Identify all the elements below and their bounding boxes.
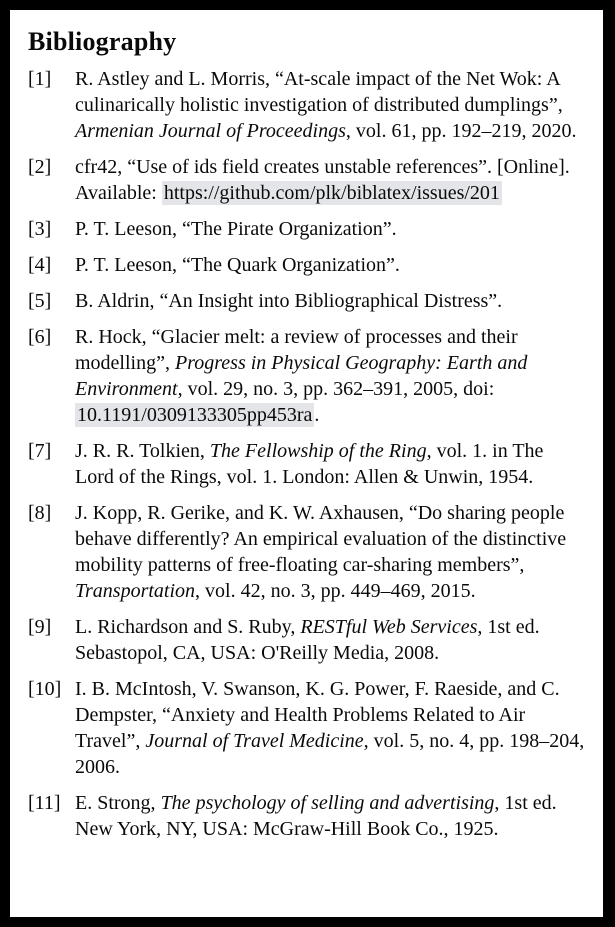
reference-number: [11] [28,792,61,814]
reference-text [75,154,586,206]
reference-work-title: Journal of Travel Medicine [145,730,364,752]
reference-text-segment: P. T. Leeson, “The Quark Organization”. [75,254,400,276]
reference-entry [28,790,587,842]
reference-work-title: Transportation [75,580,196,602]
reference-entry [28,288,587,314]
reference-entry [28,676,587,780]
reference-text-segment: , vol. 29, no. 3, pp. 362–391, 2005, doi: [177,378,495,400]
reference-text [75,216,586,242]
reference-text [75,676,586,780]
reference-work-title: The psychology of selling and advertising [160,792,495,814]
reference-entry [28,154,587,206]
reference-text-segment: E. Strong, [75,792,161,814]
reference-text [75,614,586,666]
reference-text [75,500,586,604]
reference-number: [8] [28,502,52,524]
reference-entry [28,324,587,428]
reference-number: [5] [28,290,52,312]
reference-text-segment: , vol. 1. in The Lord of the Rings, vol. 1. London: Allen & Unwin, 1954. [75,440,544,488]
reference-text-segment: L. Richardson and S. Ruby, [75,616,301,638]
reference-text [75,252,586,278]
reference-text-segment: , vol. 5, no. 4, pp. 198–204, 2006. [75,730,585,778]
bibliography-heading: Bibliography [28,27,177,56]
reference-work-title: Armenian Journal of Proceedings [75,120,346,142]
reference-list [28,66,587,842]
reference-text-segment: J. R. R. Tolkien, [75,440,210,462]
reference-work-title: Progress in Physical Geography: Earth and Environment [75,352,528,400]
page-content [10,10,603,842]
reference-text-segment: I. B. McIntosh, V. Swanson, K. G. Power, F. Raeside, and C. Dempster, “Anxiety and Health Problems Related to Air Travel”, [75,678,560,752]
reference-text [75,438,586,490]
reference-entry [28,500,587,604]
reference-text-segment: , vol. 61, pp. 192–219, 2020. [345,120,577,142]
reference-entry [28,252,587,278]
reference-text-segment: , vol. 42, no. 3, pp. 449–469, 2015. [195,580,476,602]
reference-text-segment: , 1st ed. Sebastopol, CA, USA: O'Reilly Media, 2008. [75,616,540,664]
reference-text-segment: B. Aldrin, “An Insight into Bibliographical Distress”. [75,290,503,312]
reference-text-segment: R. Astley and L. Morris, “At-scale impact of the Net Wok: A culinarically holistic investigation of distributed dumplings”, [75,68,563,116]
reference-number: [6] [28,326,52,348]
reference-work-title: The Fellowship of the Ring [209,440,427,462]
reference-text [75,324,586,428]
reference-number: [4] [28,254,52,276]
reference-number: [10] [28,678,62,700]
reference-number: [2] [28,156,52,178]
reference-text-segment: , 1st ed. New York, NY, USA: McGraw-Hill Book Co., 1925. [75,792,557,840]
reference-text-segment: J. Kopp, R. Gerike, and K. W. Axhausen, “Do sharing people behave differently? An empirical evaluation of the distinctive mobility patterns of free-floating car-sharing members”, [75,502,567,576]
reference-work-title: RESTful Web Services [300,616,478,638]
reference-text-segment: R. Hock, “Glacier melt: a review of processes and their modelling”, [75,326,518,374]
doi-link[interactable]: 10.1191/0309133305pp453ra [77,404,313,426]
reference-text-segment: P. T. Leeson, “The Pirate Organization”. [75,218,397,240]
reference-number: [7] [28,440,52,462]
reference-text [75,790,586,842]
reference-text-segment: cfr42, “Use of ids field creates unstable references”. [Online]. Available: [75,156,570,204]
reference-entry [28,216,587,242]
reference-entry [28,614,587,666]
reference-text [75,288,586,314]
reference-number: [1] [28,68,52,90]
reference-entry [28,438,587,490]
document-page [10,10,603,917]
reference-number: [9] [28,616,52,638]
github-url-link[interactable]: https://github.com/plk/biblatex/issues/201 [163,182,500,204]
reference-entry [28,66,587,144]
reference-text [75,66,586,144]
reference-number: [3] [28,218,52,240]
reference-text-segment: . [314,404,320,426]
